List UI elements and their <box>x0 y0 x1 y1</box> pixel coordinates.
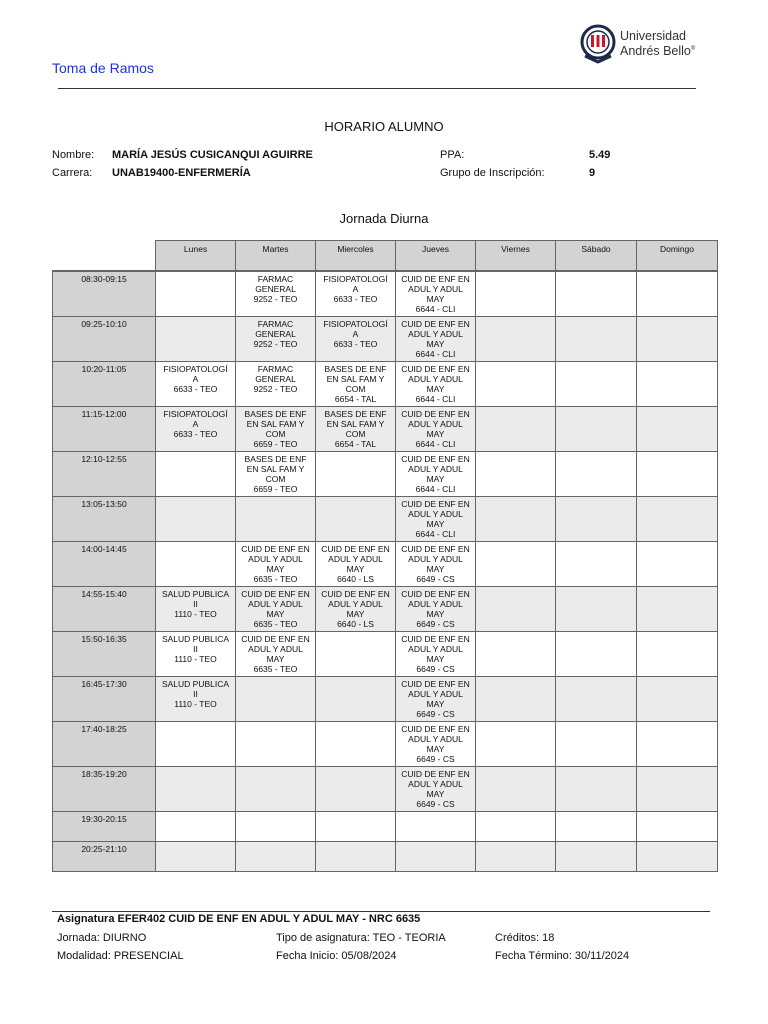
schedule-cell <box>156 842 236 872</box>
schedule-cell <box>396 842 476 872</box>
group-value: 9 <box>589 167 596 179</box>
schedule-cell <box>316 452 396 497</box>
time-slot: 18:35-19:20 <box>53 767 156 812</box>
schedule-cell[interactable]: SALUD PUBLICA II 1110 - TEO <box>156 587 236 632</box>
schedule-cell[interactable]: FISIOPATOLOGÍ A 6633 - TEO <box>316 272 396 317</box>
schedule-cell <box>396 812 476 842</box>
schedule-cell[interactable]: CUID DE ENF EN ADUL Y ADUL MAY 6649 - CS <box>396 542 476 587</box>
logo-line-1: Universidad <box>620 29 687 43</box>
schedule-cell[interactable]: CUID DE ENF EN ADUL Y ADUL MAY 6635 - TEO <box>236 632 316 677</box>
schedule-cell <box>236 722 316 767</box>
schedule-cell[interactable]: CUID DE ENF EN ADUL Y ADUL MAY 6649 - CS <box>396 587 476 632</box>
day-header: Lunes <box>156 241 236 271</box>
schedule-cell <box>236 842 316 872</box>
schedule-cell <box>476 362 556 407</box>
schedule-cell[interactable]: FARMAC GENERAL 9252 - TEO <box>236 317 316 362</box>
time-slot: 09:25-10:10 <box>53 317 156 362</box>
schedule-row <box>53 722 718 767</box>
time-slot: 16:45-17:30 <box>53 677 156 722</box>
schedule-cell <box>556 452 637 497</box>
schedule-cell <box>316 497 396 542</box>
schedule-cell[interactable]: FISIOPATOLOGÍ A 6633 - TEO <box>156 362 236 407</box>
schedule-cell[interactable]: CUID DE ENF EN ADUL Y ADUL MAY 6644 - CLI <box>396 497 476 542</box>
day-header: Domingo <box>637 241 718 271</box>
schedule-cell <box>637 767 718 812</box>
schedule-cell <box>156 542 236 587</box>
schedule-cell <box>316 677 396 722</box>
schedule-cell[interactable]: CUID DE ENF EN ADUL Y ADUL MAY 6649 - CS <box>396 677 476 722</box>
schedule-cell[interactable]: SALUD PUBLICA II 1110 - TEO <box>156 632 236 677</box>
schedule-cell <box>316 722 396 767</box>
time-slot: 20:25-21:10 <box>53 842 156 872</box>
schedule-cell <box>637 407 718 452</box>
schedule-cell <box>556 842 637 872</box>
schedule-cell <box>556 812 637 842</box>
header-divider <box>58 88 696 89</box>
registered-mark: ® <box>690 46 696 52</box>
student-career: UNAB19400-ENFERMERÍA <box>112 167 251 179</box>
schedule-cell <box>476 842 556 872</box>
schedule-cell <box>637 542 718 587</box>
ppa-value: 5.49 <box>589 149 611 161</box>
time-slot: 12:10-12:55 <box>53 452 156 497</box>
schedule-row <box>53 842 718 872</box>
schedule-cell[interactable]: BASES DE ENF EN SAL FAM Y COM 6659 - TEO <box>236 407 316 452</box>
schedule-cell[interactable]: FARMAC GENERAL 9252 - TEO <box>236 272 316 317</box>
career-label: Carrera: <box>52 167 93 179</box>
schedule-cell <box>476 677 556 722</box>
schedule-row <box>53 587 718 632</box>
schedule-cell <box>316 632 396 677</box>
schedule-cell[interactable]: FISIOPATOLOGÍ A 6633 - TEO <box>156 407 236 452</box>
schedule-cell <box>637 632 718 677</box>
ppa-label: PPA: <box>440 149 465 161</box>
time-slot: 14:00-14:45 <box>53 542 156 587</box>
schedule-cell <box>476 812 556 842</box>
schedule-cell <box>556 362 637 407</box>
group-label: Grupo de Inscripción: <box>440 167 545 179</box>
schedule-cell <box>156 317 236 362</box>
schedule-cell <box>476 632 556 677</box>
schedule-cell[interactable]: CUID DE ENF EN ADUL Y ADUL MAY 6644 - CLI <box>396 272 476 317</box>
modalidad-info: Modalidad: PRESENCIAL <box>57 950 184 962</box>
schedule-cell[interactable]: CUID DE ENF EN ADUL Y ADUL MAY 6644 - CLI <box>396 407 476 452</box>
toma-de-ramos-link[interactable]: Toma de Ramos <box>52 60 154 76</box>
schedule-cell[interactable]: SALUD PUBLICA II 1110 - TEO <box>156 677 236 722</box>
schedule-cell[interactable]: CUID DE ENF EN ADUL Y ADUL MAY 6635 - TEO <box>236 542 316 587</box>
day-header: Martes <box>236 241 316 271</box>
schedule-cell <box>637 812 718 842</box>
schedule-cell <box>556 767 637 812</box>
schedule-row <box>53 767 718 812</box>
schedule-cell <box>556 722 637 767</box>
schedule-cell[interactable]: CUID DE ENF EN ADUL Y ADUL MAY 6640 - LS <box>316 587 396 632</box>
time-slot: 17:40-18:25 <box>53 722 156 767</box>
logo-wordmark <box>620 30 695 58</box>
time-slot: 11:15-12:00 <box>53 407 156 452</box>
schedule-cell <box>236 497 316 542</box>
schedule-cell <box>637 677 718 722</box>
schedule-cell <box>637 497 718 542</box>
fecha-termino-info: Fecha Término: 30/11/2024 <box>495 950 630 962</box>
schedule-cell <box>156 452 236 497</box>
schedule-cell <box>156 812 236 842</box>
schedule-cell[interactable]: BASES DE ENF EN SAL FAM Y COM 6654 - TAL <box>316 407 396 452</box>
schedule-cell <box>556 317 637 362</box>
day-header: Miercoles <box>316 241 396 271</box>
schedule-cell <box>556 272 637 317</box>
course-title: Asignatura EFER402 CUID DE ENF EN ADUL Y ADUL MAY - NRC 6635 <box>57 913 421 925</box>
schedule-cell <box>637 272 718 317</box>
schedule-cell <box>556 632 637 677</box>
schedule-row <box>53 317 718 362</box>
fecha-inicio-info: Fecha Inicio: 05/08/2024 <box>276 950 397 962</box>
schedule-cell <box>156 272 236 317</box>
schedule-cell <box>236 812 316 842</box>
logo-line-2: Andrés Bello <box>620 44 691 59</box>
schedule-row <box>53 542 718 587</box>
schedule-cell <box>556 677 637 722</box>
schedule-row <box>53 497 718 542</box>
schedule-cell <box>476 587 556 632</box>
schedule-cell[interactable]: CUID DE ENF EN ADUL Y ADUL MAY 6635 - TEO <box>236 587 316 632</box>
schedule-row <box>53 812 718 842</box>
day-header: Viernes <box>476 241 556 271</box>
schedule-row <box>53 452 718 497</box>
schedule-cell[interactable]: CUID DE ENF EN ADUL Y ADUL MAY 6649 - CS <box>396 632 476 677</box>
schedule-cell <box>476 767 556 812</box>
creditos-info: Créditos: 18 <box>495 932 555 944</box>
name-label: Nombre: <box>52 149 95 161</box>
schedule-cell <box>476 542 556 587</box>
schedule-cell <box>156 767 236 812</box>
schedule-cell[interactable]: CUID DE ENF EN ADUL Y ADUL MAY 6644 - CLI <box>396 362 476 407</box>
schedule-cell[interactable]: CUID DE ENF EN ADUL Y ADUL MAY 6649 - CS <box>396 722 476 767</box>
schedule-cell <box>637 842 718 872</box>
schedule-row <box>53 677 718 722</box>
schedule-cell <box>156 497 236 542</box>
tipo-info: Tipo de asignatura: TEO - TEORIA <box>276 932 446 944</box>
day-header: Sábado <box>556 241 637 271</box>
time-slot: 14:55-15:40 <box>53 587 156 632</box>
university-shield-icon <box>580 24 616 64</box>
corner-cell <box>53 241 156 271</box>
schedule-cell <box>156 722 236 767</box>
schedule-cell <box>476 497 556 542</box>
schedule-cell <box>556 497 637 542</box>
time-slot: 08:30-09:15 <box>53 272 156 317</box>
schedule-cell <box>476 722 556 767</box>
schedule-cell <box>637 362 718 407</box>
schedule-cell[interactable]: BASES DE ENF EN SAL FAM Y COM 6659 - TEO <box>236 452 316 497</box>
schedule-cell <box>476 272 556 317</box>
schedule-cell <box>476 452 556 497</box>
time-slot: 10:20-11:05 <box>53 362 156 407</box>
university-logo <box>580 24 700 64</box>
schedule-cell[interactable]: BASES DE ENF EN SAL FAM Y COM 6654 - TAL <box>316 362 396 407</box>
day-header-row <box>53 241 718 271</box>
schedule-row <box>53 272 718 317</box>
schedule-cell <box>637 452 718 497</box>
time-slot: 19:30-20:15 <box>53 812 156 842</box>
schedule-row <box>53 362 718 407</box>
schedule-cell <box>637 722 718 767</box>
jornada-info: Jornada: DIURNO <box>57 932 147 944</box>
schedule-cell[interactable]: CUID DE ENF EN ADUL Y ADUL MAY 6644 - CLI <box>396 317 476 362</box>
schedule-row <box>53 407 718 452</box>
page-title: HORARIO ALUMNO <box>324 119 444 134</box>
schedule-cell[interactable]: CUID DE ENF EN ADUL Y ADUL MAY 6649 - CS <box>396 767 476 812</box>
schedule-table <box>52 240 718 872</box>
schedule-cell[interactable]: CUID DE ENF EN ADUL Y ADUL MAY 6644 - CLI <box>396 452 476 497</box>
schedule-cell <box>236 767 316 812</box>
time-slot: 13:05-13:50 <box>53 497 156 542</box>
schedule-cell <box>316 812 396 842</box>
schedule-cell <box>556 407 637 452</box>
schedule-row <box>53 632 718 677</box>
schedule-cell <box>556 587 637 632</box>
schedule-cell <box>236 677 316 722</box>
schedule-cell <box>556 542 637 587</box>
day-header: Jueves <box>396 241 476 271</box>
footer-divider <box>52 911 710 912</box>
schedule-cell <box>316 767 396 812</box>
student-name: MARÍA JESÚS CUSICANQUI AGUIRRE <box>112 149 313 161</box>
time-slot: 15:50-16:35 <box>53 632 156 677</box>
schedule-title: Jornada Diurna <box>339 211 429 226</box>
schedule-cell[interactable]: FARMAC GENERAL 9252 - TEO <box>236 362 316 407</box>
schedule-cell <box>476 407 556 452</box>
schedule-cell <box>476 317 556 362</box>
schedule-cell <box>316 842 396 872</box>
schedule-cell <box>637 587 718 632</box>
schedule-cell[interactable]: CUID DE ENF EN ADUL Y ADUL MAY 6640 - LS <box>316 542 396 587</box>
schedule-cell[interactable]: FISIOPATOLOGÍ A 6633 - TEO <box>316 317 396 362</box>
schedule-cell <box>637 317 718 362</box>
